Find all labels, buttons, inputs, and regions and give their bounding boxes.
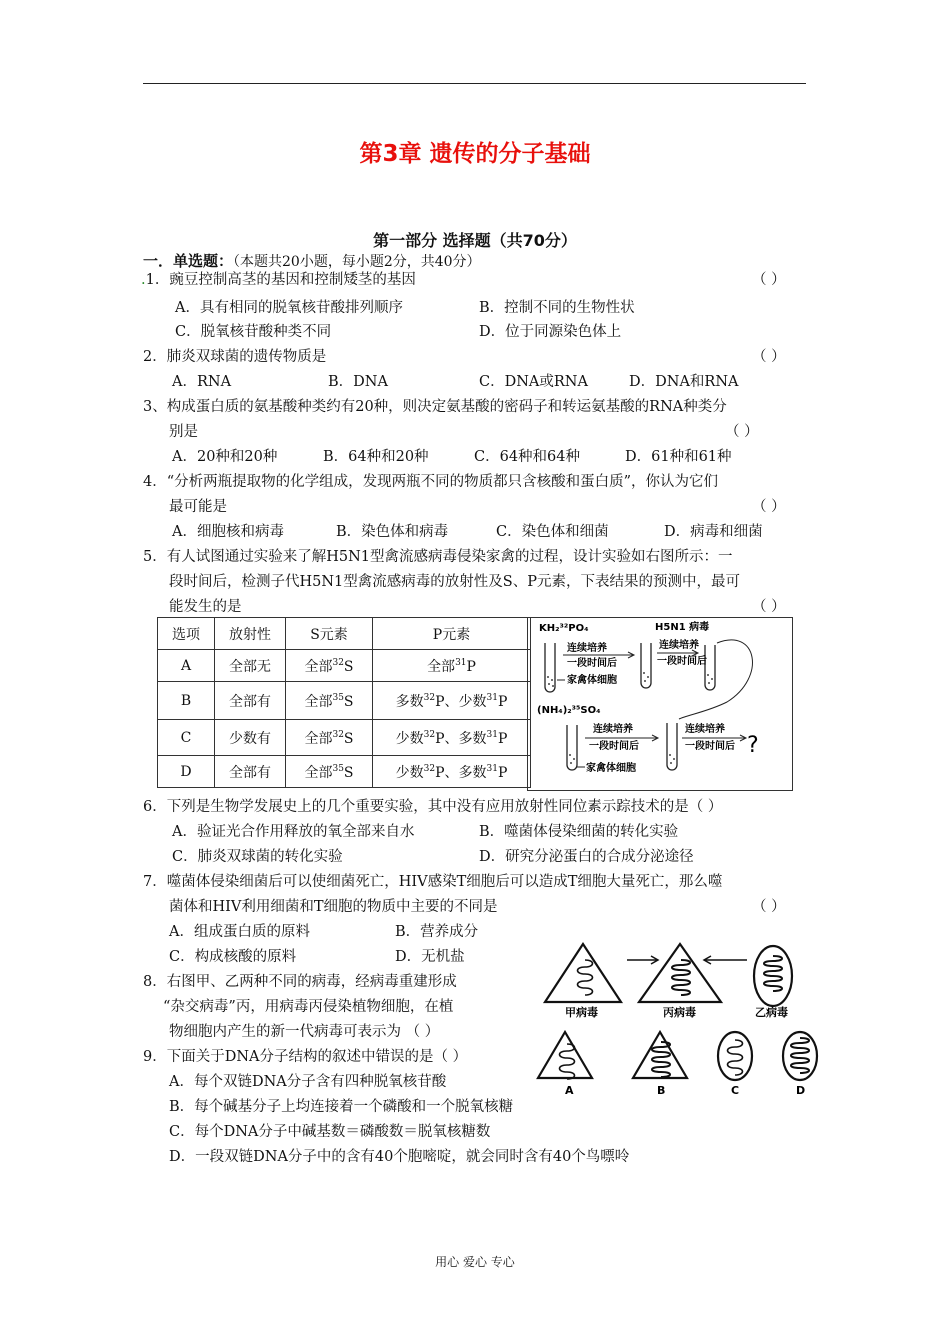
part-header: 第一部分 选择题（共70分） [373, 231, 577, 250]
cell-label: 家禽体细胞 [586, 763, 636, 774]
q2-option-d: D．DNA和RNA [629, 374, 739, 390]
virus-label: 甲病毒 [565, 1006, 598, 1019]
table-cell: 全部有 [215, 756, 286, 788]
q7-option-c: C．构成核酸的原料 [169, 949, 297, 965]
option-b-virus-icon [633, 1032, 687, 1078]
virus-jia-icon [545, 944, 621, 1002]
table-header: 放射性 [215, 618, 286, 650]
culture-label: 连续培养 [593, 724, 633, 735]
q5-table [157, 617, 531, 788]
test-tube-icon [705, 645, 715, 690]
table-cell: 少数$^{32}$P、多数$^{31}$P [373, 756, 531, 788]
virus-label: 丙病毒 [663, 1006, 696, 1019]
table-cell: D [158, 756, 215, 788]
table-cell: 全部$^{32}$S [286, 650, 373, 682]
q5-stem-line1: 5．有人试图通过实验来了解H5N1型禽流感病毒侵染家禽的过程，设计实验如右图所示：一 [143, 549, 733, 565]
q4-option-d: D．病毒和细菌 [664, 524, 763, 540]
q2-option-c: C．DNA或RNA [479, 374, 588, 390]
q2-bracket: （ ） [752, 349, 786, 365]
option-label: C [731, 1084, 740, 1097]
q3-stem-line2: 别是 [169, 424, 198, 440]
virus-label: 乙病毒 [755, 1006, 788, 1019]
q1-bracket: （ ） [752, 272, 786, 288]
q3-option-c: C．64种和64种 [474, 449, 580, 465]
q7-option-d: D．无机盐 [395, 949, 465, 965]
q8-line2: “杂交病毒”丙，用病毒丙侵染植物细胞，在植 [163, 999, 454, 1015]
table-cell: C [158, 720, 215, 756]
q9-option-b: B．每个碱基分子上均连接着一个磷酸和一个脱氧核糖 [169, 1099, 514, 1115]
culture-label: 连续培养 [685, 724, 725, 735]
virus-bing-icon [639, 944, 721, 1002]
q9-option-c: C．每个DNA分子中碱基数＝磷酸数＝脱氧核糖数 [169, 1124, 491, 1140]
reagent-label: (NH₄)₂³⁵SO₄ [537, 705, 601, 716]
q4-bracket: （ ） [752, 499, 786, 515]
page-title: 第3章 遗传的分子基础 [359, 141, 591, 167]
curved-arrow-icon [679, 640, 752, 719]
option-label: A [565, 1084, 574, 1097]
table-cell: 多数$^{32}$P、少数$^{31}$P [373, 682, 531, 720]
table-cell: B [158, 682, 215, 720]
q3-option-d: D．61种和61种 [625, 449, 732, 465]
option-d-virus-icon [783, 1032, 817, 1080]
q9-option-a: A．每个双链DNA分子含有四种脱氧核苷酸 [169, 1074, 447, 1090]
section-note: （本题共20小题，每小题2分，共40分） [233, 254, 481, 270]
q2-option-a: A．RNA [172, 374, 232, 390]
table-cell: 全部$^{32}$S [286, 720, 373, 756]
option-label: D [796, 1084, 806, 1097]
q5-stem-line2: 段时间后，检测子代H5N1型禽流感病毒的放射性及S、P元素，下表结果的预测中，最可 [169, 574, 740, 590]
table-header: S元素 [286, 618, 373, 650]
table-row [158, 682, 531, 720]
table-header-row [158, 618, 531, 650]
section-label: 一．单选题： [143, 252, 234, 270]
q4-stem-line2: 最可能是 [169, 499, 227, 515]
cell-label: 家禽体细胞 [567, 675, 617, 686]
culture-label: 一段时间后 [567, 658, 617, 669]
q1-option-d: D．位于同源染色体上 [479, 324, 622, 340]
q2-stem: 2．肺炎双球菌的遗传物质是 [143, 349, 327, 365]
test-tube-icon [667, 723, 677, 770]
virus-yi-icon [754, 946, 792, 1006]
q1-option-a: A．具有相同的脱氧核苷酸排列顺序 [175, 300, 403, 316]
header-rule [143, 83, 806, 84]
q8-line3: 物细胞内产生的新一代病毒可表示为 （ ） [169, 1024, 440, 1040]
culture-label: 一段时间后 [589, 741, 639, 752]
table-cell: 少数$^{32}$P、多数$^{31}$P [373, 720, 531, 756]
table-cell: 全部有 [215, 682, 286, 720]
q3-option-b: B．64种和20种 [323, 449, 429, 465]
q3-stem-line1: 3、构成蛋白质的氨基酸种类约有20种，则决定氨基酸的密码子和转运氨基酸的RNA种类分 [143, 399, 727, 415]
q1-option-c: C．脱氧核苷酸种类不同 [175, 324, 332, 340]
question-mark: ? [747, 733, 759, 758]
table-cell: 少数有 [215, 720, 286, 756]
q8-virus-figure [535, 940, 830, 1100]
q4-option-c: C．染色体和细菌 [496, 524, 609, 540]
margin-dot: . [141, 272, 146, 288]
table-row [158, 650, 531, 682]
q7-stem-line1: 7．噬菌体侵染细菌后可以使细菌死亡，HIV感染T细胞后可以造成T细胞大量死亡，那么噬 [143, 874, 723, 890]
table-header: 选项 [158, 618, 215, 650]
q9-stem: 9．下面关于DNA分子结构的叙述中错误的是（ ） [143, 1049, 468, 1065]
q8-line1: 8．右图甲、乙两种不同的病毒，经病毒重建形成 [143, 974, 457, 990]
q5-experiment-figure [527, 617, 793, 791]
test-tube-icon [641, 643, 651, 688]
q3-bracket: （ ） [725, 424, 759, 440]
q1-stem: .1．豌豆控制高茎的基因和控制矮茎的基因 [141, 272, 416, 288]
test-tube-icon [567, 725, 577, 770]
q6-option-c: C．肺炎双球菌的转化实验 [172, 849, 343, 865]
q4-stem-line1: 4．“分析两瓶提取物的化学组成，发现两瓶不同的物质都只含核酸和蛋白质”，你认为它们 [143, 474, 719, 490]
q6-option-a: A．验证光合作用释放的氧全部来自水 [172, 824, 415, 840]
table-header: P元素 [373, 618, 531, 650]
table-cell: 全部$^{35}$S [286, 756, 373, 788]
q6-option-d: D．研究分泌蛋白的合成分泌途径 [479, 849, 694, 865]
q7-stem-line2: 菌体和HIV利用细菌和T细胞的物质中主要的不同是 [169, 899, 498, 915]
q7-bracket: （ ） [752, 899, 786, 915]
q3-option-a: A．20种和20种 [172, 449, 278, 465]
q6-stem: 6．下列是生物学发展史上的几个重要实验，其中没有应用放射性同位素示踪技术的是（ ） [143, 799, 723, 815]
q4-option-a: A．细胞核和病毒 [172, 524, 284, 540]
q5-bracket: （ ） [752, 599, 786, 615]
table-cell: 全部无 [215, 650, 286, 682]
q2-option-b: B．DNA [328, 374, 388, 390]
culture-label: 连续培养 [567, 643, 607, 654]
table-cell: 全部$^{35}$S [286, 682, 373, 720]
q1-option-b: B．控制不同的生物性状 [479, 300, 635, 316]
table-cell: 全部$^{31}$P [373, 650, 531, 682]
q7-option-b: B．营养成分 [395, 924, 479, 940]
table-row [158, 720, 531, 756]
table-cell: A [158, 650, 215, 682]
test-tube-icon [545, 643, 555, 692]
page-footer: 用心 爱心 专心 [435, 1255, 515, 1269]
q4-option-b: B．染色体和病毒 [336, 524, 449, 540]
q7-option-a: A．组成蛋白质的原料 [169, 924, 310, 940]
option-c-virus-icon [718, 1032, 752, 1080]
option-label: B [657, 1084, 666, 1097]
option-a-virus-icon [538, 1032, 592, 1079]
culture-label: 连续培养 [659, 640, 699, 651]
q6-option-b: B．噬菌体侵染细菌的转化实验 [479, 824, 679, 840]
table-row [158, 756, 531, 788]
q5-stem-line3: 能发生的是 [169, 599, 242, 615]
culture-label: 一段时间后 [685, 741, 735, 752]
culture-label: 一段时间后 [657, 656, 707, 667]
reagent-label: KH₂³²PO₄ [539, 623, 589, 634]
virus-label: H5N1 病毒 [655, 622, 710, 633]
q9-option-d: D．一段双链DNA分子中的含有40个胞嘧啶，就会同时含有40个鸟嘌呤 [169, 1149, 630, 1165]
